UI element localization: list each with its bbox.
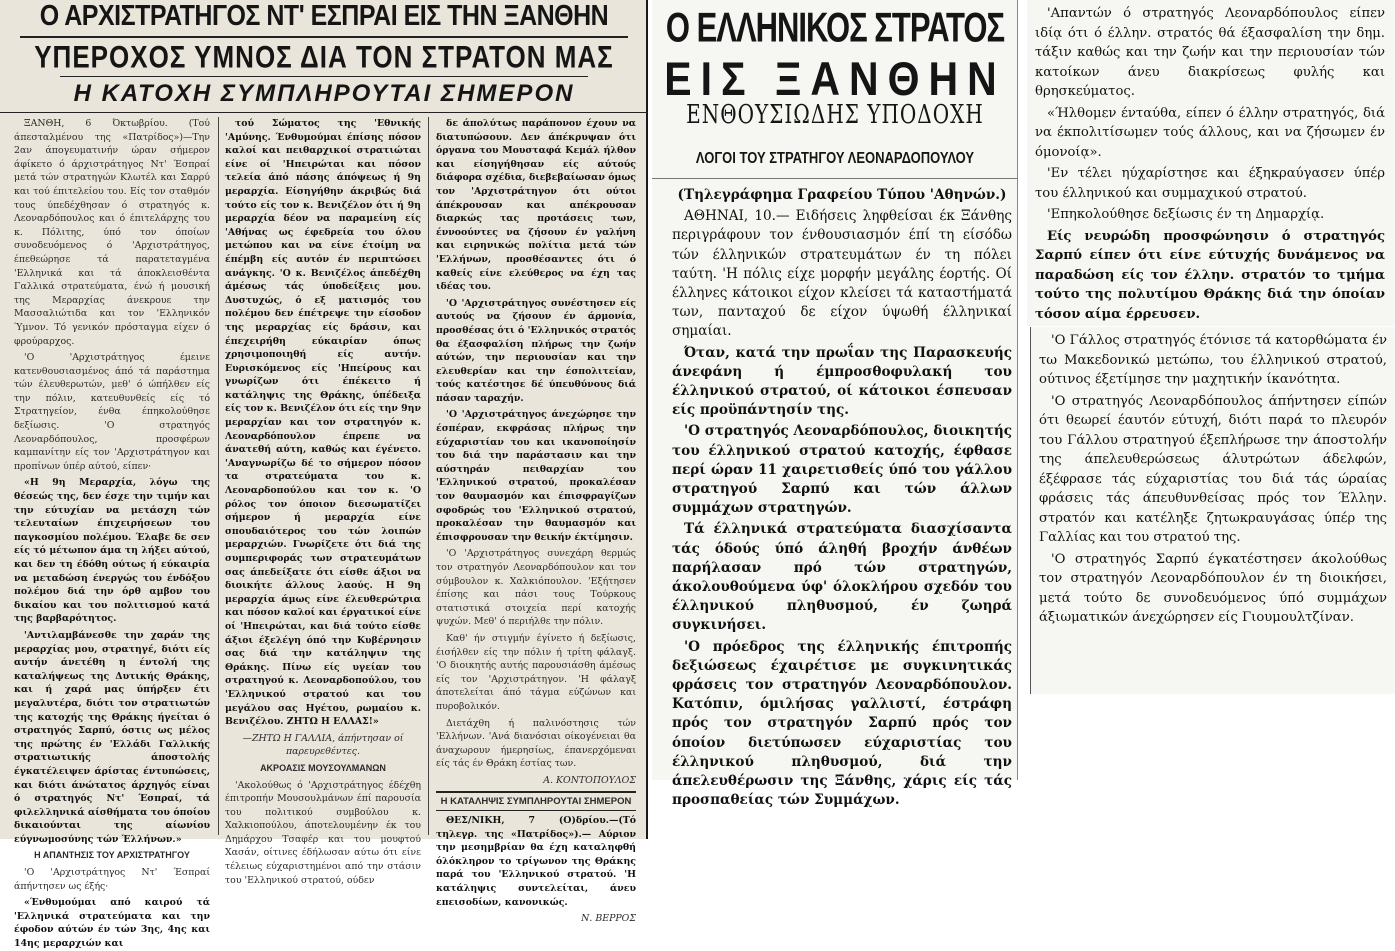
col3-box-headline: Η ΚΑΤΑΛΗΨΙΣ ΣΥΜΠΛΗΡΟΥΤΑΙ ΣΗΜΕΡΟΝ xyxy=(436,791,636,812)
column-divider xyxy=(218,117,219,835)
article-body xyxy=(1035,4,1385,322)
headline-greek-army: Ο ΕΛΛΗΝΙΚΟΣ ΣΤΡΑΤΟΣ xyxy=(665,3,1005,51)
col1-paragraph: ΞΑΝΘΗ, 6 Όκτωβρίου. (Τού άπεσταλμένου της «Πατρίδος»)—Την 2αν άπογευματινήν ώραν σήμερον άφίκετο ό άρχιστράτηγος Ντ' Έσπραί μετά τών στρατηγών Κλωτέλ και Σαρρύ και τού έπιτελείου του. Είς τον σταθμόν τους ύπεδέχθησαν ό στρατηγός κ. Λεοναρδόπουλος και ό έπιτελάρχης του κ. Πόλιτης, ύπό τον όποίων συνοδευόμενος ό 'Αρχιστράτηγος, έπεθεώρησε τά παρατεταγμένα 'Ελληνικά και τά άποκλεισθέντα Γαλλικά στρατεύματα, ένώ ή μουσική της Μεραρχίας άνεκρουε την Μασσαλιώτιδα και τον 'Ελληνικόν Ύμνον. Τό γενικόν πρόσταγμα είχεν ό φρούραρχος. xyxy=(14,118,210,347)
headline-commander: Ο ΑΡΧΙΣΤΡΑΤΗΓΟΣ ΝΤ' ΕΣΠΡΑΙ ΕΙΣ ΤΗΝ ΞΑΝΘΗΝ xyxy=(39,0,609,33)
col1-paragraph: «Η 9η Μεραρχία, λόγω της θέσεώς της, δεν έσχε την τιμήν και την εύτυχίαν να μετάσχη τών τελευταίων έπιχειρήσεων του παγκοσμίου πολέμου. Έλαβε δε σεν είς τό μέτωπον άμα τη λήξει αύτού, και δεν τη έδόθη ούτως ή εύκαιρία να μεταδώση ένεργώς του ένδόξου πολέμου διά την όρθ αμβον του δικαίου και του πολιτισμού κατά της βαρβαρότητος. xyxy=(14,477,210,625)
headline-speech: ΛΟΓΟΙ ΤΟΥ ΣΤΡΑΤΗΓΟΥ ΛΕΟΝΑΡΔΟΠΟΥΛΟΥ xyxy=(695,148,975,167)
headline-reception: ΕΝΘΟΥΣΙΩΔΗΣ ΥΠΟΔΟΧΗ xyxy=(686,98,984,130)
article-paragraph: 'Ο στρατηγός Λεοναρδόπουλος, διοικητής του έλληνικού στρατού κατοχής, έφθασε περί ώραν 11 χαιρετισθείς ύπό του γάλλου στρατηγού Σαρπύ και τών άλλων συμμάχων στρατηγών. xyxy=(672,423,1012,517)
article-paragraph: ΑΘΗΝΑΙ, 10.— Ειδήσεις ληφθείσαι έκ Ξάνθης περιγράφουν τον ένθουσιασμόν έπί τη είσόδω τών έλληνικών στρατευμάτων έν τη πόλει ταύτη. 'Η πόλις είχε μορφήν μεγάλης έορτής. Οί έλληνες κάτοικοι είχον κλείσει τά καταστήματά των, πανταχού δε είχον ύψωθή έλληνικαί σημαίαι. xyxy=(672,208,1012,340)
dateline: (Τηλεγράφημα Γραφείου Τύπου 'Αθηνών.) xyxy=(677,187,1007,203)
clipping-continuation-top xyxy=(1027,0,1395,326)
subheadline-occupation: Η ΚΑΤΟΧΗ ΣΥΜΠΛΗΡΟΥΤΑΙ ΣΗΜΕΡΟΝ xyxy=(73,80,575,107)
header-bottom-rule xyxy=(0,112,648,113)
article-paragraph: 'Ο Γάλλος στρατηγός έτόνισε τά κατορθώματα έν τω Μακεδονικώ μετώπω, του έλληνικού στρατού, ούτινος έξετίμησε την μαχητικήν ίκανότητα. xyxy=(1039,333,1387,387)
article-paragraph: 'Ο στρατηγός Σαρπύ έγκατέστησεν άκολούθως τον στρατηγόν Λεοναρδόπουλον έν τη διοικήσει, μετά τούτο δε συνοδευόμενος ύπό συμμάχων άξιωματικών άνεχώρησεν είς Γιουμουλτζίναν. xyxy=(1039,551,1387,625)
col2-paragraph: 'Ακολούθως ό 'Αρχιστράτηγος έδέχθη έπιτροπήν Μουσουλμάνων έπί παρουσία του πολιτικού συμβούλου κ. Χαλκιοπούλου, άποτελουμένην έκ του Δημάρχου Τσαφέρ και του μουφτού Χασάν, οίτινες έδήλωσαν αύτω ότι είνε τέλειως εύχαριστημένοι από την στάσιν του 'Ελληνικού στρατού, ούδεν xyxy=(225,779,421,886)
col3-paragraph: 'Ο 'Αρχιστράτηγος συνεχάρη θερμώς τον στρατηγόν Λεοναρδόπουλον και τον σύμβουλον κ. Χαλκιόπουλον. 'Εξήτησεν έπίσης και πάσι τους Τούρκους στατιστικά στοιχεία περί κατοχής ψυχών. Μεθ' ό περιήλθε την πόλιν. xyxy=(436,548,636,628)
subheadline-hymn: ΥΠΕΡΟΧΟΣ ΥΜΝΟΣ ΔΙΑ ΤΟΝ ΣΤΡΑΤΟΝ ΜΑΣ xyxy=(34,38,614,75)
headline-rule xyxy=(20,36,628,38)
col3-paragraph: Καθ' ήν στιγμήν έγίνετο ή δεξίωσις, έισήλθεν είς την πόλιν ή τρίτη φάλαγξ. 'Ο διοικητής αυτής παρουσιάσθη άμέσως είς τον 'Αρχιστράτηγον. 'Η φάλαγξ άποτελείται άπό τάγμα εύζώνων και πυροβολικόν. xyxy=(436,632,636,712)
col2-paragraph: τού Σώματος της 'Εθνικής 'Αμύνης. Ένθυμούμαι έπίσης πόσον καλοί και πειθαρχικοί στρατιώται είνε οί 'Ηπειρώται και πόσον τελεία άπό πάσης άπόψεως ή 9η μεραρχία. Είσηγήθην άκριβώς διά τούτο είς τον κ. Βενιζέλον ότι ή 9η μεραρχία δέον να παραμείνη είς 'Αθήνας ως έφεδρεία του όλου μετώπου και να είνε έτοίμη να έπέμβη είς αυτόν έν περιπτώσει ανάγκης. 'Ο κ. Βενιζέλος άπεδέχθη άμέσως τάς ύποδείξεις μου. Δυστυχώς, ό εξ ματισμός του πολέμου δεν έπέτρεψε την είσοδον της μεραρχίας είς δράσιν, και έπεχειρήθη εύκαιρίαν όπως χρησιμοποιηθή είς αυτήν. Ευρισκόμενος είς 'Ηπείρους και γνωρίζων ότι έπέκειτο ή κατάληψις της Θράκης, ύπέδειξα είς τον κ. Βενιζέλον ότι είς την 9ην μεραρχίαν και τον στρατηγόν κ. Λεοναρδόπουλον έπρεπε να άνατεθή αύτη, καθώς και έγένετο. 'Αναγνωρίζω δέ το σήμερον πόσον τα στρατεύματα του κ. Λεοναρδοπούλου και τον κ. 'Ο ρόλος τον όποιον διεσωματίζει σήμερον ή μεραρχία είνε σπουδαιότερος του τών λοιπών μεραρχιών. Γνωρίζετε ότι διά της συμπεριφοράς των στρατευμάτων σας άπεδείξατε ότι είσθε άξιοι να διοικήτε άλλους λαούς. Η 9η μεραρχία άμως είνε έλευθερώτρια και πόσον καλοί και έργατικοί είνε οί 'Ηπειρώται, και διά τούτο είσθε άξιοι έξελέγη όπό την Κυβέρνησιν σας διά την κατάληψιν της Θράκης. Πίνω είς υγείαν του στρατηγού κ. Λεοναρδοπούλου, του 'Ελληνικού στρατού και του μεγάλου σας Ηγέτου, ρωμαίου κ. Βενιζέλου. ΖΗΤΩ Η ΕΛΛΑΣ!» xyxy=(225,118,421,728)
column-3 xyxy=(436,117,636,925)
clipping-greek-army-xanthi xyxy=(652,0,1018,809)
col1-paragraph: 'Ο 'Αρχιστράτηγος Ντ' Έσπραί άπήντησεν ως έξής· xyxy=(14,867,210,892)
col3-paragraph: Διετάχθη ή παλινόστησις τών 'Ελλήνων. 'Ανά διανόσιαι οίκογένειαι θα άναχωρουν ήμερησίως, έπανερχόμεναι είς τάς έν Θράκη έστίας των. xyxy=(436,717,636,770)
col3-signature: Α. ΚΟΝΤΟΠΟΥΛΟΣ xyxy=(543,774,636,786)
col3-paragraph: 'Ο 'Αρχιστράτηγος άνεχώρησε την έσπέραν, εκφράσας πλήρως την εύχαριστίαν του και ικανοποίησίν του διά την παράστασιν και την αύστηράν πειθαρχίαν του 'Ελληνικού στρατού, προκαλέσαν τον θαυμασμόν και έπισφραγίζων σφοδρώς του 'Ελληνικού στρατού, προκαλέσαν την θαυμασμόν και έπισφρουσαν την θεικήν έκτίμησιν. xyxy=(436,409,636,543)
column-1 xyxy=(14,117,210,950)
article-paragraph: Είς νευρώδη προσφώνησιν ό στρατηγός Σαρπύ είπεν ότι είνε εύτυχής δυνάμενος να παραδώση είς τον έλλην. στρατόν το τμήμα τούτο της πολυτίμου Θράκης διά την όποίαν τόσον αίμα έρρευσεν. xyxy=(1035,228,1385,322)
article-paragraph: Όταν, κατά την πρωΐαν της Παρασκευής άνεφάνη ή έμπροσθοφυλακή του έλληνικού στρατού, οί κάτοικοι έσπευσαν είς προϋπάντησίν της. xyxy=(672,344,1012,419)
article-paragraph: 'Ο πρόεδρος της έλληνικής έπιτροπής δεξιώσεως έχαιρέτισε με συγκινητικάς φράσεις τον στρατηγόν Λεοναρδόπουλον. Κατόπιν, όμιλήσας γαλλιστί, έστράφη πρός τον στρατηγόν Σαρπύ πρός τον όποίον διετύπωσεν εύχαριστίας του έλληνικού πληθυσμού, διά την άπελευθέρωσιν της Ξάνθης, χάρις είς τάς προσπαθείας τών Συμμάχων. xyxy=(672,638,1012,809)
col1-caption: Η ΑΠΑΝΤΗΣΙΣ ΤΟΥ ΑΡΧΙΣΤΡΑΤΗΓΟΥ xyxy=(34,850,190,861)
subheadline-rule xyxy=(60,76,588,77)
col2-caption: ΑΚΡΟΑΣΙΣ ΜΟΥΣΟΥΛΜΑΝΩΝ xyxy=(260,762,386,773)
article-body xyxy=(672,186,1012,809)
column-divider xyxy=(428,117,429,835)
col2-paragraph: —ΖΗΤΩ Η ΓΑΛΛΙΑ, άπήντησαν οί παρευρεθέντες. xyxy=(242,732,404,758)
clipping-xanthi-commander xyxy=(0,0,648,950)
col1-paragraph: 'Ο 'Αρχιστράτηγος έμεινε κατενθουσιασμένος άπό τά παράστημα τών έλευθερωτών, μεθ' ό ώπήλθεν είς την πόλιν, κατευθυνθείς είς τό Στρατηγείον, ένθα έπηκολούθησε δεξίωσις. 'Ο στρατηγός Λεοναρδόπουλος, προσφέρων καμπανίτην είς τον 'Αρχιστράτηγον και προπίνων ύπέρ αύτού, είπεν· xyxy=(14,352,210,472)
article-paragraph: 'Εν τέλει ηύχαρίστησε και έξηκραύγασεν ύπέρ του έλληνικού και συμμαχικού στρατού. xyxy=(1035,166,1385,201)
article-paragraph: 'Απαντών ό στρατηγός Λεοναρδόπουλος είπεν ιδίᾳ ότι ό έλλην. στρατός θά έξασφαλίση την δημ. τάξιν καθώς και την ζωήν και την περιουσίαν τών κατοίκων άνευ διακρίσεως φυλής και θρησκεύματος. xyxy=(1035,6,1385,99)
article-paragraph: 'Ο στρατηγός Λεοναρδόπουλος άπήντησεν είπών ότι θεωρεί έαυτόν εύτυχή, διότι παρά το πλευρόν του Γάλλου στρατηγού έξεπλήρωσε την άποστολήν της άπελευθερώσεως άλυτρώτων άδελφών, έξέφρασε τάς εύχαριστίας του διά τάς ώραίας φράσεις τάς άπευθυνθείσας πρός τον Έλλην. στρατόν και κατέληξε ζητωκραυγάσας ύπέρ της Γαλλίας και του στρατού της. xyxy=(1039,393,1387,545)
col1-paragraph: «Ένθυμούμαι από καιρού τά 'Ελληνικά στρατεύματα και την έφοδον αύτών έν τών 3ης, 4ης και 14ης μεραρχιών και xyxy=(14,897,210,950)
column-2 xyxy=(225,117,421,886)
col1-paragraph: 'Αντιλαμβάνεσθε την χαράν της μεραρχίας μου, στρατηγέ, διότι είς αυτήν άνετέθη η έντολή της καταλήψεως της Δυτικής Θράκης, και ή χαρά μας ύπήρξεν έτι μεγαλυτέρα, διότι τον στρατιωτών της κατοχής της Θράκης ήγείται ό στρατηγός Σαρπύ, όστις ως μέλος της πρώτης έν 'Ελλάδι Γαλλικής στρατιωτικής άποστολής έγκατέλειψεν άρίστας έντυπώσεις, και διότι άνώτατος άρχηγός είναι ό στρατηγός Ντ' Έσπραί, τά φιλελληνικά αίσθήματα του όποίου δικαιούνται της αίωνίου εύγνωμοσύνης τών Έλλήνων.» xyxy=(14,629,210,845)
article-body xyxy=(1039,331,1387,689)
clipping-continuation-bottom xyxy=(1030,327,1395,694)
col3-paragraph: δε άπολύτως παράπονον έχουν να διατυπώσουν. Δεν άπέκρυψαν ότι όργανα του Μουσταφά Κεμάλ ήλθον και είσηγήθησαν είς αύτούς διάφορα σχέδια, διεβεβαίωσαν όμως τον 'Αρχιστράτηγον ότι ούτοι άπέκρουσαν και απέκρουσαν διαρκώς τας προτάσεις των, έννοούντες να ζήσουν έν γαλήνη και ειρηνικώς πολίτια μετά τών 'Ελλήνων, προσθέσαντες ότι ό καθείς είνε ελεύθερος να έχη τας ιδέας του. xyxy=(436,118,636,293)
col3-paragraph: 'Ο 'Αρχιστράτηγος συνέστησεν είς αυτούς να ζήσουν έν άρμονία, προσθέσας ότι ό 'Ελληνικός στρατός θα έξασφαλίση πλήρως την ζωήν αύτών, την περιουσίαν και την ελευθερίαν και την έσπολιτείαν, τούς κατέστησε δέ ύπευθύνους διά πάσαν ταραχήν. xyxy=(436,297,636,404)
article-paragraph: Τά έλληνικά στρατεύματα διασχίσαντα τάς όδούς ύπό άληθή βροχήν άνθέων παρήλασαν πρό τών στρατηγών, άκολουθούμενα ύφ' όλοκλήρου σχεδόν του έλληνικού πληθυσμού, έν ζωηρά συγκινήσει. xyxy=(672,521,1012,634)
headline-to-xanthi: ΕΙΣ ΞΑΝΘΗΝ xyxy=(664,52,1006,106)
article-paragraph: 'Επηκολούθησε δεξίωσις έν τη Δημαρχίᾳ. xyxy=(1047,207,1325,222)
col3-signature: Ν. ΒΕΡΡΟΣ xyxy=(581,913,636,925)
col3-paragraph: ΘΕΣ/ΝΙΚΗ, 7 (Ο)δρίου.—(Τό τηλεγρ. της «Πατρίδος»).— Αύριον την μεσημβρίαν θα έχη καταληφθή όλόκληρον το τρίγωνον της Θράκης παρά του 'Ελληνικού στρατού. 'Η κατάληψις συντελείται, άνευ επεισοδίων, κανονικώς. xyxy=(436,815,636,908)
article-paragraph: «Ήλθομεν ένταύθα, είπεν ό έλλην στρατηγός, διά να έκπολιτίσωμεν τούς άλλους, και να ζήσωμεν έν όμονοίᾳ». xyxy=(1035,105,1385,160)
headline-rule xyxy=(652,178,1018,179)
